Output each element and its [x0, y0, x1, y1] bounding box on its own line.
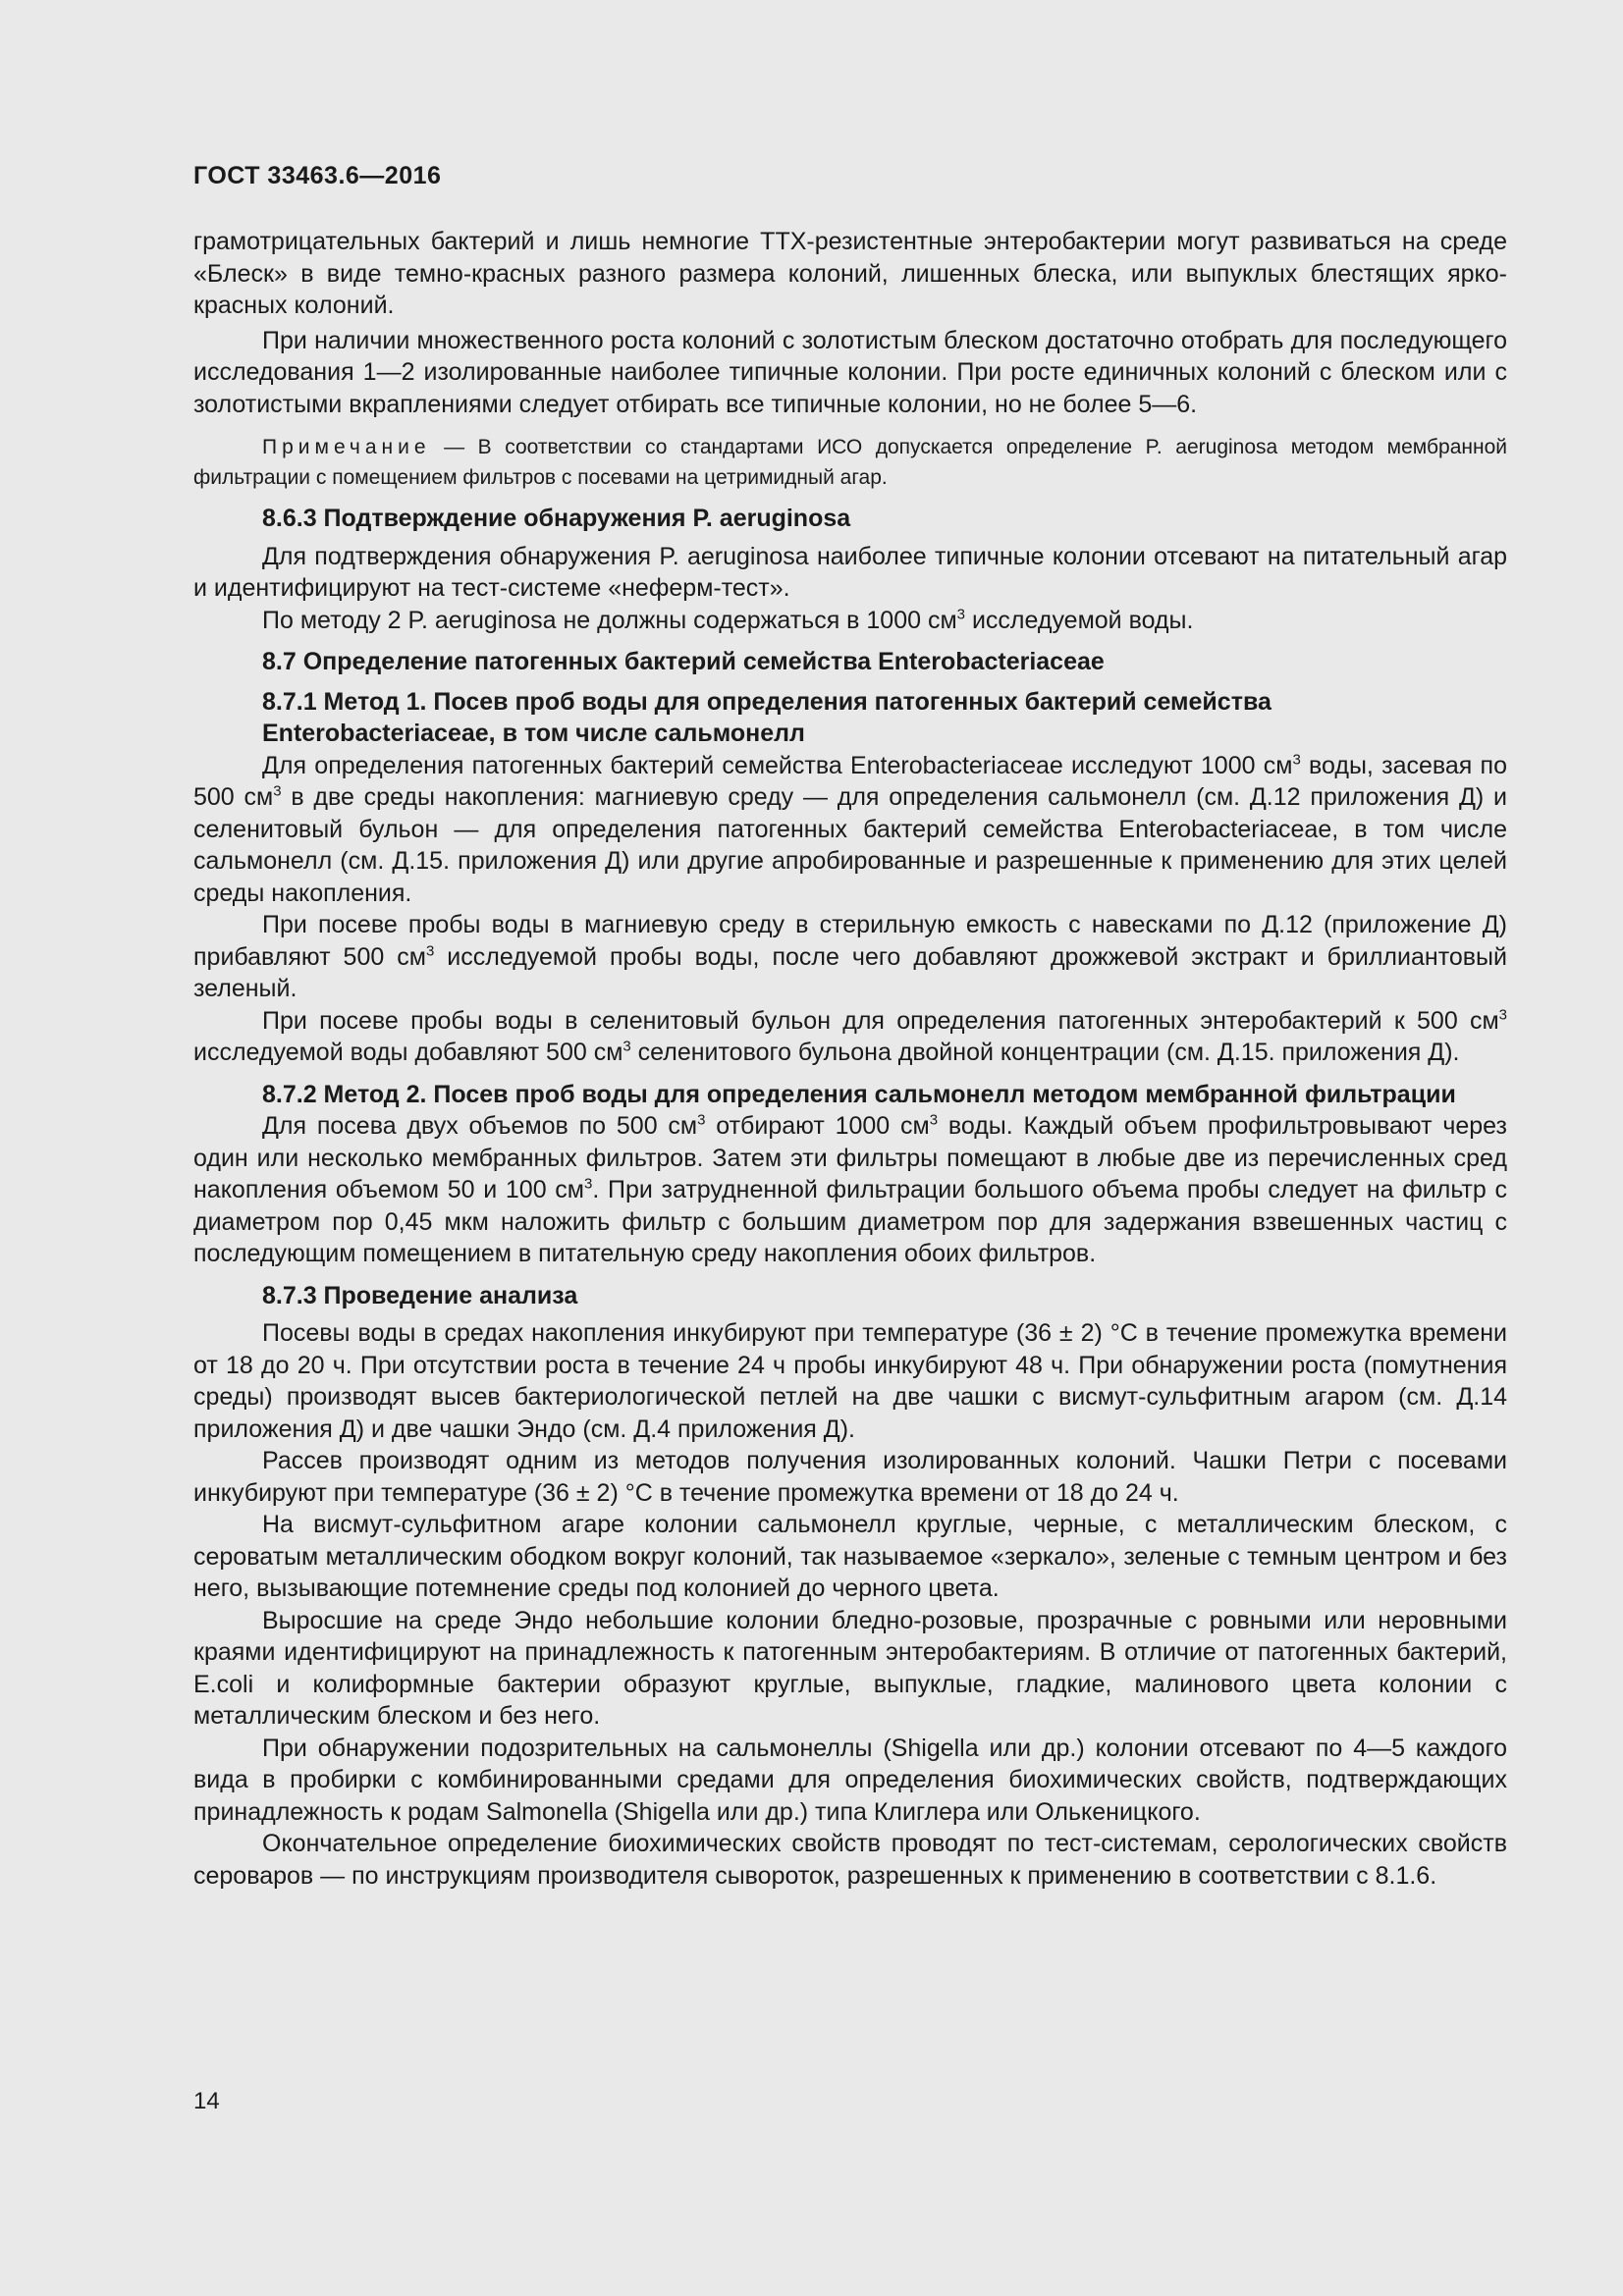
text-run: По методу 2 P. aeruginosa не должны содержаться в 1000 см [262, 606, 957, 634]
note-label: Примечание [262, 436, 431, 458]
section-heading-8-7-3: 8.7.3 Проведение анализа [262, 1281, 578, 1309]
note-text: — В соответствии со стандартами ИСО допускается определение P. aeruginosa методом мембранной фильтрации с помещением фильтров с посевами на цетримидный агар. [193, 436, 1507, 489]
section-heading-8-7-1: 8.7.1 Метод 1. Посев проб воды для определения патогенных бактерий семейства Enterobacteriaceae, в том числе сальмонелл [262, 687, 1271, 747]
paragraph: грамотрицательных бактерий и лишь немногие ТТХ-резистентные энтеробактерии могут развиваться на среде «Блеск» в виде темно-красных разного размера колоний, лишенных блеска, или выпуклых блестящих ярко-красных колоний. [193, 228, 1507, 319]
paragraph: Выросшие на среде Эндо небольшие колонии бледно-розовые, прозрачные с ровными или неровными краями идентифицируют на принадлежность к патогенным энтеробактериям. В отличие от патогенных бактерий, E.coli и колиформные бактерии образуют круглые, выпуклые, гладкие, малинового цвета колонии с металлическим блеском и без него. [193, 1606, 1507, 1730]
note [193, 432, 1507, 493]
paragraph [193, 1110, 1507, 1270]
text-run: При посеве пробы воды в селенитовый бульон для определения патогенных энтеробактерий к 500 см [262, 1006, 1499, 1035]
document-header: ГОСТ 33463.6—2016 [193, 162, 442, 189]
paragraph [193, 1005, 1507, 1069]
section-heading-8-7-2: 8.7.2 Метод 2. Посев проб воды для определения сальмонелл методом мембранной фильтрации [262, 1080, 1456, 1108]
superscript: 3 [697, 1111, 706, 1129]
paragraph: Посевы воды в средах накопления инкубируют при температуре (36 ± 2) °С в течение промежутка времени от 18 до 20 ч. При отсутствии роста в течение 24 ч пробы инкубируют 48 ч. При обнаружении роста (помутнения среды) производят высев бактериологической петлей на две чашки с висмут-сульфитным агаром (см. Д.14 приложения Д) и две чашки Эндо (см. Д.4 приложения Д). [193, 1319, 1507, 1443]
superscript: 3 [956, 606, 965, 623]
document-body [193, 226, 1507, 1892]
text-run: исследуемой воды. [965, 606, 1194, 634]
paragraph [193, 605, 1507, 637]
superscript: 3 [1292, 751, 1301, 769]
text-run: Для посева двух объемов по 500 см [262, 1112, 698, 1140]
paragraph: При обнаружении подозрительных на сальмонеллы (Shigella или др.) колонии отсевают по 4—5 каждого вида в пробирки с комбинированными средами для определения биохимических свойств, подтверждающих принадлежность к родам Salmonella (Shigella или др.) типа Клиглера или Олькеницкого. [193, 1734, 1507, 1826]
paragraph [193, 909, 1507, 1005]
text-run: воды, засевая по 500 см [193, 751, 1507, 811]
text-run: воды. Каждый объем профильтровывают через один или несколько мембранных фильтров. Затем эти фильтры помещают в любые две из перечисленных сред накопления объемом 50 и 100 см [193, 1112, 1507, 1203]
superscript: 3 [929, 1111, 939, 1129]
paragraph: При наличии множественного роста колоний с золотистым блеском достаточно отобрать для последующего исследования 1—2 изолированные наиболее типичные колонии. При росте единичных колоний с блеском или с золотистыми вкраплениями следует отбирать все типичные колонии, но не более 5—6. [193, 326, 1507, 418]
text-run: селенитового бульона двойной концентрации (см. Д.15. приложения Д). [630, 1039, 1460, 1066]
paragraph [193, 750, 1507, 910]
text-run: Для определения патогенных бактерий семейства Enterobacteriaceae исследуют 1000 см [262, 751, 1293, 779]
superscript: 3 [273, 782, 282, 800]
text-run: исследуемой пробы воды, после чего добавляют дрожжевой экстракт и бриллиантовый зеленый. [193, 942, 1507, 1002]
paragraph: Окончательное определение биохимических свойств проводят по тест-системам, серологических свойств сероваров — по инструкциям производителя сывороток, разрешенных к применению в соответствии с 8.1.6. [193, 1830, 1507, 1890]
text-run: исследуемой воды добавляют 500 см [193, 1039, 623, 1066]
text-run: отбирают 1000 см [705, 1112, 930, 1140]
text-run: . При затрудненной фильтрации большого объема пробы следует на фильтр с диаметром пор 0,45 мкм наложить фильтр с большим диаметром пор для задержания взвешенных частиц с последующим помещением в питательную среду накопления обоих фильтров. [193, 1176, 1507, 1267]
superscript: 3 [584, 1175, 593, 1193]
section-heading-8-7: 8.7 Определение патогенных бактерий семейства Enterobacteriaceae [262, 648, 1105, 675]
superscript: 3 [622, 1038, 631, 1055]
paragraph: На висмут-сульфитном агаре колонии сальмонелл круглые, черные, с металлическим блеском, с сероватым металлическим ободком вокруг колоний, так называемое «зеркало», зеленые с темным центром и без него, вызывающие потемнение среды под колонией до черного цвета. [193, 1511, 1507, 1602]
text-run: в две среды накопления: магниевую среду — для определения сальмонелл (см. Д.12 приложения Д) и селенитовый бульон — для определения патогенных бактерий семейства Enterobacteriaceae, в том числе сальмонелл (см. Д.15. приложения Д) или другие апробированные и разрешенные к применению для этих целей среды накопления. [193, 783, 1507, 907]
paragraph: Для подтверждения обнаружения P. aeruginosa наиболее типичные колонии отсевают на питательный агар и идентифицируют на тест-системе «неферм-тест». [193, 542, 1507, 602]
superscript: 3 [425, 942, 435, 960]
superscript: 3 [1498, 1006, 1507, 1024]
page-number: 14 [193, 2088, 220, 2114]
paragraph: Рассев производят одним из методов получения изолированных колоний. Чашки Петри с посевами инкубируют при температуре (36 ± 2) °С в течение промежутка времени от 18 до 24 ч. [193, 1447, 1507, 1507]
section-heading-8-6-3: 8.6.3 Подтверждение обнаружения P. aeruginosa [262, 505, 851, 532]
text-run: При посеве пробы воды в магниевую среду в стерильную емкость с навесками по Д.12 (приложение Д) прибавляют 500 см [193, 911, 1507, 971]
